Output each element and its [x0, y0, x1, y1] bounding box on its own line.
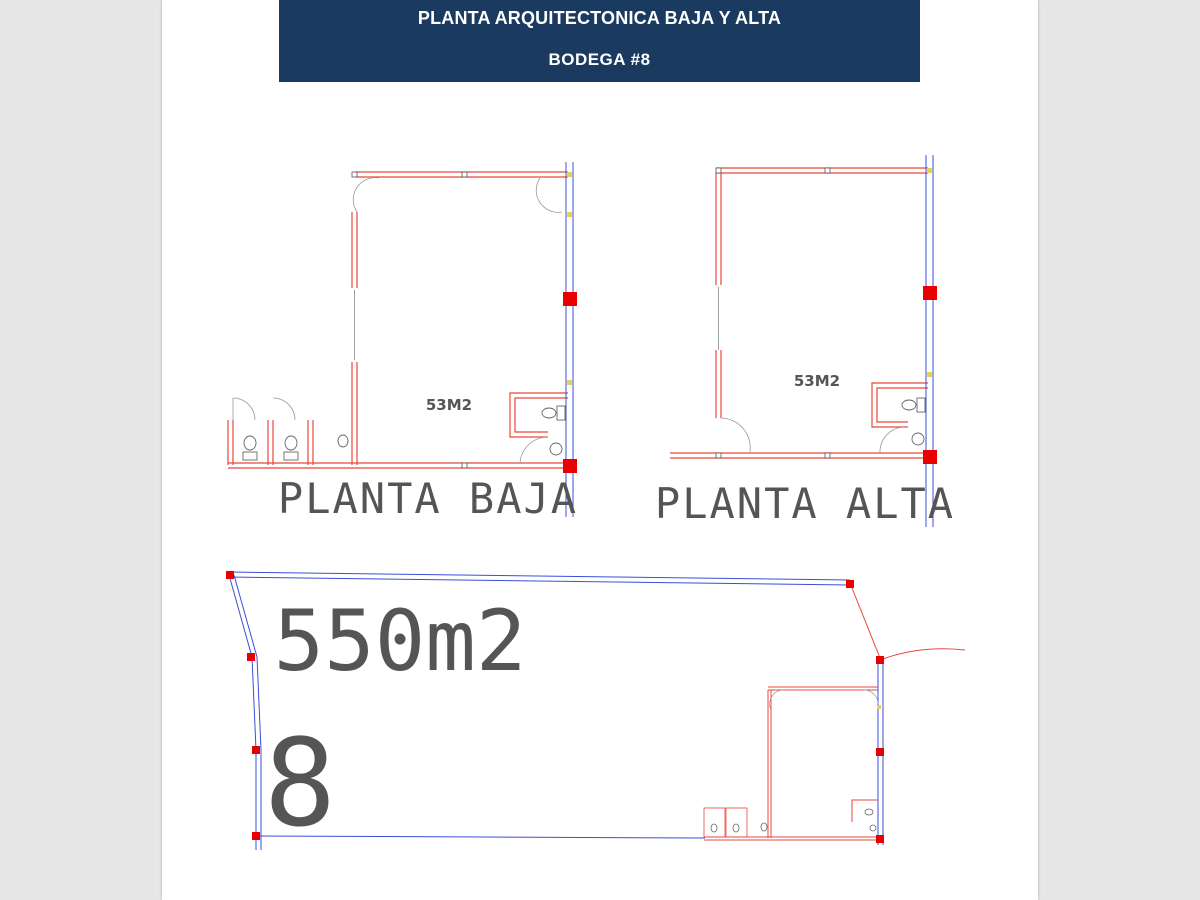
site-plan-unit — [704, 687, 878, 840]
planta-baja-label: PLANTA BAJA — [277, 474, 579, 523]
site-plan-unit-number: 8 — [263, 715, 337, 854]
planta-alta-columns — [923, 168, 937, 464]
planta-alta-label: PLANTA ALTA — [654, 479, 956, 528]
planta-baja-columns — [563, 172, 577, 473]
page-title: PLANTA ARQUITECTONICA BAJA Y ALTA — [417, 8, 782, 28]
planta-alta-plan — [670, 168, 928, 458]
planta-baja-plan — [228, 172, 568, 468]
planta-alta-boundary — [926, 155, 933, 527]
planta-alta-area: 53M2 — [793, 372, 841, 390]
planta-baja-area: 53M2 — [425, 396, 473, 414]
site-plan-red-lines — [850, 583, 965, 660]
site-plan-area: 550m2 — [273, 592, 527, 690]
page-subtitle: BODEGA #8 — [548, 50, 651, 69]
